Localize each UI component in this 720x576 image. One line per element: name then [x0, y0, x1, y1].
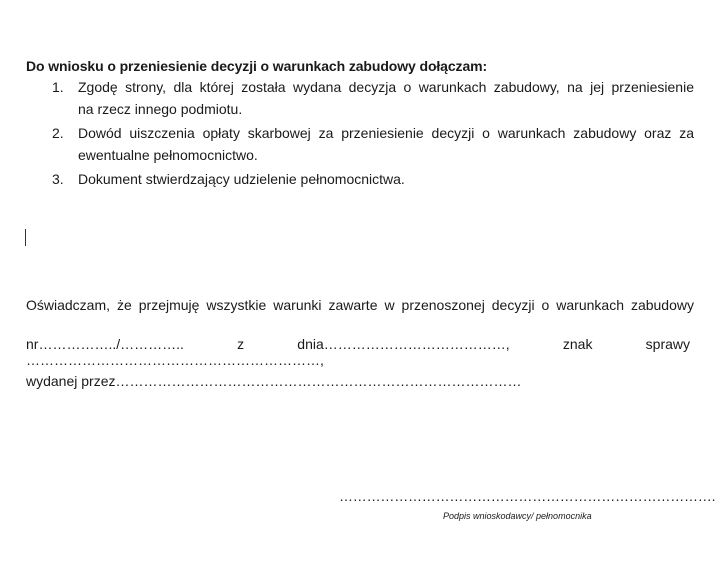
list-item-text-cont: na rzecz innego podmiotu. [78, 101, 243, 117]
list-item-text: Dokument stwierdzający udzielenie pełnomocnictwa. [78, 171, 405, 187]
text-cursor[interactable] [25, 229, 26, 246]
list-item-number: 1. [52, 79, 64, 95]
list-item-text-cont: ewentualne pełnomocnictwo. [78, 147, 258, 163]
decision-number-field[interactable]: nr……………../………….. z dnia…………………………………, znak sprawy ………………………………………………………, [26, 336, 690, 368]
list-item-number: 2. [52, 125, 64, 141]
list-item-number: 3. [52, 171, 64, 187]
list-item-text: Zgodę strony, dla której została wydana decyzja o warunkach zabudowy, na jej przeniesienie [78, 79, 694, 95]
statement-text: Oświadczam, że przejmuję wszystkie warunki zawarte w przenoszonej decyzji o warunkach zabudowy [26, 297, 694, 313]
signature-label: Podpis wnioskodawcy/ pełnomocnika [443, 511, 592, 521]
attachments-heading: Do wniosku o przeniesienie decyzji o warunkach zabudowy dołączam: [26, 58, 488, 74]
list-item-text: Dowód uiszczenia opłaty skarbowej za przeniesienie decyzji o warunkach zabudowy oraz za [78, 125, 694, 141]
signature-line[interactable]: ………………………………………………………………………. [339, 488, 716, 504]
issued-by-field[interactable]: wydanej przez…………………………………………………………………………… [26, 373, 522, 389]
